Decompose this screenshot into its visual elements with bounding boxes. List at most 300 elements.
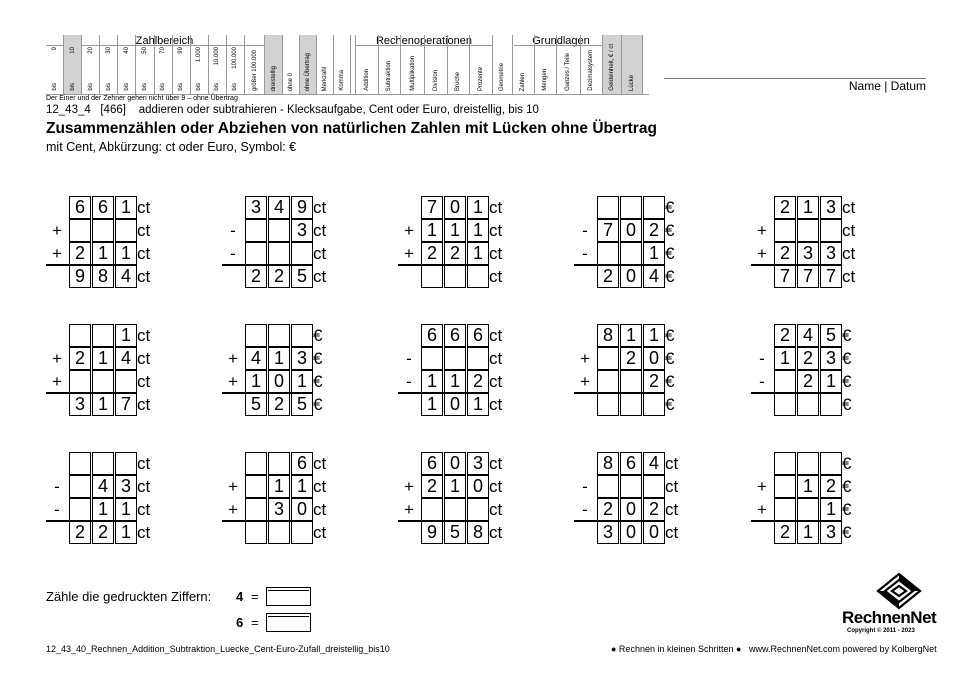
category-label: bis bbox=[178, 83, 185, 91]
problem-card bbox=[751, 196, 891, 288]
digit-gap-box[interactable] bbox=[467, 347, 489, 370]
unit-label: € bbox=[665, 349, 675, 368]
count-answer-box[interactable] bbox=[266, 613, 311, 632]
category-column-zahlbereich bbox=[209, 35, 227, 94]
operator-sign: + bbox=[228, 349, 238, 368]
digit-gap-box[interactable] bbox=[597, 475, 619, 498]
operator-sign: - bbox=[759, 372, 765, 391]
digit-box: 7 bbox=[774, 265, 796, 288]
digit-gap-box[interactable] bbox=[643, 475, 665, 498]
operand-row bbox=[398, 475, 538, 498]
problem-card bbox=[398, 452, 538, 544]
digit-box: 1 bbox=[444, 475, 466, 498]
problem-card bbox=[398, 196, 538, 288]
sum-line bbox=[46, 264, 137, 266]
unit-label: ct bbox=[665, 500, 679, 519]
digit-box: 1 bbox=[421, 393, 443, 416]
digit-gap-box[interactable] bbox=[820, 219, 842, 242]
digit-box: 7 bbox=[597, 219, 619, 242]
digit-box: 2 bbox=[643, 219, 665, 242]
digit-box: 2 bbox=[467, 370, 489, 393]
unit-label: € bbox=[313, 326, 323, 345]
operator-sign: + bbox=[404, 221, 414, 240]
category-column-zahlbereich bbox=[155, 35, 173, 94]
count-digit: 6 bbox=[236, 615, 244, 630]
operand-row bbox=[222, 475, 362, 498]
digit-box: 1 bbox=[115, 196, 137, 219]
digit-box: 2 bbox=[421, 475, 443, 498]
digit-gap-box[interactable] bbox=[92, 219, 114, 242]
sum-line bbox=[398, 392, 489, 394]
operator-sign bbox=[222, 196, 244, 219]
group-title-rechenoperationen: Rechenoperationen bbox=[375, 35, 473, 47]
unit-label: ct bbox=[313, 267, 327, 286]
digit-box: 2 bbox=[597, 498, 619, 521]
worksheet-id-line: 12_43_4 [466] addieren oder subtrahieren - Klecksaufgabe, Cent oder Euro, dreistellig, bis 10 bbox=[46, 104, 539, 116]
digit-gap-box[interactable] bbox=[421, 347, 443, 370]
digit-gap-box[interactable] bbox=[92, 452, 114, 475]
digit-box: 1 bbox=[115, 324, 137, 347]
category-column-extra bbox=[603, 35, 622, 94]
digit-gap-box[interactable] bbox=[444, 347, 466, 370]
operator-sign: + bbox=[228, 372, 238, 391]
unit-label: ct bbox=[137, 477, 151, 496]
sum-line bbox=[222, 392, 313, 394]
problem-card bbox=[751, 324, 891, 416]
unit-label: € bbox=[842, 349, 852, 368]
digit-box: 1 bbox=[820, 370, 842, 393]
operand-row bbox=[574, 498, 714, 521]
digit-gap-box[interactable] bbox=[597, 196, 619, 219]
operator-sign: + bbox=[52, 221, 62, 240]
category-label: Ganzes / Teile bbox=[565, 53, 572, 91]
digit-box: 0 bbox=[643, 347, 665, 370]
category-value: 50 bbox=[142, 47, 149, 54]
digit-box: 1 bbox=[421, 219, 443, 242]
digit-box: 4 bbox=[643, 452, 665, 475]
sum-line bbox=[46, 520, 137, 522]
unit-label: ct bbox=[665, 477, 679, 496]
digit-box: 4 bbox=[797, 324, 819, 347]
group-title-grundlagen: Grundlagen bbox=[532, 35, 590, 47]
category-label: Dezimalsystem bbox=[588, 50, 595, 91]
category-column-zahlbereich bbox=[100, 35, 118, 94]
operator-sign: + bbox=[404, 500, 414, 519]
operand-row bbox=[751, 370, 891, 393]
digit-gap-box[interactable] bbox=[597, 347, 619, 370]
operand-row bbox=[222, 452, 362, 475]
problem-card bbox=[46, 452, 186, 544]
operand-row bbox=[398, 219, 538, 242]
category-label: bis bbox=[160, 83, 167, 91]
digit-box: 5 bbox=[820, 324, 842, 347]
digit-gap-box[interactable] bbox=[115, 219, 137, 242]
unit-label: ct bbox=[137, 267, 151, 286]
unit-label: € bbox=[313, 349, 323, 368]
operator-sign bbox=[222, 521, 244, 544]
unit-label: ct bbox=[489, 372, 503, 391]
operand-row bbox=[222, 242, 362, 265]
digit-gap-box[interactable] bbox=[620, 475, 642, 498]
unit-label: € bbox=[313, 372, 323, 391]
digit-box: 2 bbox=[268, 393, 290, 416]
digit-box: 0 bbox=[620, 219, 642, 242]
category-value: 100.000 bbox=[232, 47, 239, 69]
digit-box: 1 bbox=[467, 393, 489, 416]
operator-sign bbox=[398, 196, 420, 219]
unit-label: ct bbox=[665, 523, 679, 542]
category-column-rechen bbox=[425, 35, 448, 94]
digit-box: 6 bbox=[421, 452, 443, 475]
digit-box: 0 bbox=[291, 498, 313, 521]
digit-box: 2 bbox=[643, 498, 665, 521]
problem-card bbox=[222, 196, 362, 288]
digit-gap-box[interactable] bbox=[620, 393, 642, 416]
digit-box: 6 bbox=[467, 324, 489, 347]
digit-box: 2 bbox=[421, 242, 443, 265]
result-row bbox=[222, 521, 362, 544]
digit-box: 2 bbox=[797, 370, 819, 393]
digit-gap-box[interactable] bbox=[774, 393, 796, 416]
problem-card bbox=[574, 324, 714, 416]
operator-sign bbox=[574, 521, 596, 544]
unit-label: ct bbox=[137, 326, 151, 345]
digit-box: 3 bbox=[820, 242, 842, 265]
category-value: 70 bbox=[160, 47, 167, 54]
operand-row bbox=[751, 347, 891, 370]
operand-row bbox=[222, 498, 362, 521]
digit-box: 3 bbox=[797, 242, 819, 265]
category-column-zahlbereich bbox=[64, 35, 82, 94]
digit-gap-box[interactable] bbox=[421, 498, 443, 521]
digit-gap-box[interactable] bbox=[597, 242, 619, 265]
digit-gap-box[interactable] bbox=[69, 475, 91, 498]
problem-card bbox=[574, 452, 714, 544]
digit-gap-box[interactable] bbox=[797, 498, 819, 521]
digit-gap-box[interactable] bbox=[245, 219, 267, 242]
digit-gap-box[interactable] bbox=[467, 498, 489, 521]
unit-label: € bbox=[842, 372, 852, 391]
category-column-zahlbereich bbox=[245, 35, 265, 94]
digit-gap-box[interactable] bbox=[444, 498, 466, 521]
operator-sign bbox=[222, 452, 244, 475]
operator-sign: + bbox=[52, 349, 62, 368]
digit-gap-box[interactable] bbox=[797, 219, 819, 242]
digit-gap-box[interactable] bbox=[597, 370, 619, 393]
digit-gap-box[interactable] bbox=[245, 242, 267, 265]
digit-box: 6 bbox=[620, 452, 642, 475]
operand-row bbox=[574, 219, 714, 242]
operator-sign bbox=[398, 521, 420, 544]
digit-gap-box[interactable] bbox=[245, 452, 267, 475]
unit-label: € bbox=[665, 395, 675, 414]
group-title-zahlbereich: Zahlbereich bbox=[135, 35, 194, 47]
digit-box: 3 bbox=[245, 196, 267, 219]
operator-sign bbox=[222, 393, 244, 416]
rechnennet-logo-icon bbox=[876, 572, 922, 610]
result-row bbox=[574, 265, 714, 288]
digit-gap-box[interactable] bbox=[774, 370, 796, 393]
operand-row bbox=[46, 498, 186, 521]
unit-label: ct bbox=[137, 395, 151, 414]
unit-label: € bbox=[842, 523, 852, 542]
operand-row bbox=[751, 475, 891, 498]
digit-gap-box[interactable] bbox=[797, 452, 819, 475]
category-label: Subtraktion bbox=[386, 60, 393, 91]
category-column-geometrie bbox=[493, 35, 513, 94]
result-row bbox=[46, 393, 186, 416]
operator-sign bbox=[751, 324, 773, 347]
digit-box: 3 bbox=[115, 475, 137, 498]
unit-label: ct bbox=[137, 349, 151, 368]
digit-box: 0 bbox=[444, 452, 466, 475]
digit-box: 3 bbox=[820, 521, 842, 544]
digit-gap-box[interactable] bbox=[291, 324, 313, 347]
operator-sign: + bbox=[580, 372, 590, 391]
category-column-rechen bbox=[470, 35, 493, 94]
category-label: Lücke bbox=[628, 74, 635, 91]
digit-box: 5 bbox=[291, 265, 313, 288]
digit-gap-box[interactable] bbox=[69, 498, 91, 521]
digit-box: 1 bbox=[797, 475, 819, 498]
sum-line bbox=[574, 264, 665, 266]
digit-box: 6 bbox=[92, 196, 114, 219]
operator-sign bbox=[751, 521, 773, 544]
digit-gap-box[interactable] bbox=[268, 219, 290, 242]
operator-sign bbox=[574, 265, 596, 288]
digit-gap-box[interactable] bbox=[115, 370, 137, 393]
name-date-label: Name | Datum bbox=[848, 79, 926, 93]
operand-row bbox=[398, 196, 538, 219]
digit-box: 8 bbox=[597, 452, 619, 475]
digit-box: 1 bbox=[797, 196, 819, 219]
result-row bbox=[574, 393, 714, 416]
digit-box: 2 bbox=[92, 521, 114, 544]
digit-box: 1 bbox=[643, 324, 665, 347]
category-table bbox=[46, 35, 643, 94]
digit-gap-box[interactable] bbox=[620, 196, 642, 219]
digit-box: 4 bbox=[245, 347, 267, 370]
sum-line bbox=[751, 520, 842, 522]
category-column-rechen bbox=[401, 35, 425, 94]
digit-box: 2 bbox=[268, 265, 290, 288]
digit-gap-box[interactable] bbox=[774, 452, 796, 475]
category-label: bis bbox=[123, 83, 130, 91]
operator-sign: - bbox=[54, 477, 60, 496]
digit-gap-box[interactable] bbox=[643, 196, 665, 219]
operator-sign bbox=[398, 393, 420, 416]
count-equals: = bbox=[251, 589, 259, 604]
worksheet-title: Zusammenzählen oder Abziehen von natürlichen Zahlen mit Lücken ohne Übertrag bbox=[46, 120, 657, 137]
operator-sign: - bbox=[582, 477, 588, 496]
operator-sign bbox=[46, 521, 68, 544]
digit-box: 2 bbox=[774, 521, 796, 544]
category-column-zahlbereich bbox=[191, 35, 209, 94]
digit-gap-box[interactable] bbox=[467, 265, 489, 288]
category-column-misc bbox=[317, 35, 334, 94]
unit-label: € bbox=[842, 326, 852, 345]
category-value: 10.000 bbox=[214, 47, 221, 66]
unit-label: ct bbox=[137, 198, 151, 217]
unit-label: ct bbox=[489, 326, 503, 345]
digit-gap-box[interactable] bbox=[69, 452, 91, 475]
digit-gap-box[interactable] bbox=[268, 452, 290, 475]
category-label: bis bbox=[142, 83, 149, 91]
sum-line bbox=[46, 392, 137, 394]
operand-row bbox=[398, 370, 538, 393]
operator-sign: + bbox=[757, 477, 767, 496]
digit-box: 7 bbox=[820, 265, 842, 288]
operator-sign bbox=[222, 324, 244, 347]
operator-sign: - bbox=[406, 372, 412, 391]
operator-sign bbox=[46, 393, 68, 416]
digit-gap-box[interactable] bbox=[69, 370, 91, 393]
operand-row bbox=[574, 475, 714, 498]
problem-card bbox=[46, 324, 186, 416]
unit-label: ct bbox=[842, 198, 856, 217]
digit-gap-box[interactable] bbox=[92, 324, 114, 347]
digit-box: 1 bbox=[643, 242, 665, 265]
category-value: 40 bbox=[123, 47, 130, 54]
category-column-zahlbereich bbox=[82, 35, 100, 94]
result-row bbox=[574, 521, 714, 544]
category-value: 1.000 bbox=[196, 47, 203, 63]
digit-box: 1 bbox=[421, 370, 443, 393]
category-column-rechen bbox=[356, 35, 379, 94]
sum-line bbox=[398, 264, 489, 266]
category-label: größer 100.000 bbox=[251, 49, 258, 91]
digit-gap-box[interactable] bbox=[774, 498, 796, 521]
digit-box: 0 bbox=[620, 521, 642, 544]
operator-sign bbox=[751, 452, 773, 475]
operand-row bbox=[751, 498, 891, 521]
digit-gap-box[interactable] bbox=[444, 265, 466, 288]
category-label: ohne Übertrag bbox=[305, 52, 312, 91]
operator-sign: - bbox=[406, 349, 412, 368]
category-value: 20 bbox=[87, 47, 94, 54]
operator-sign: + bbox=[404, 244, 414, 263]
category-label: Merkzahl bbox=[322, 66, 329, 91]
unit-label: ct bbox=[489, 221, 503, 240]
digit-gap-box[interactable] bbox=[69, 219, 91, 242]
unit-label: ct bbox=[489, 454, 503, 473]
category-column-misc bbox=[334, 35, 351, 94]
count-answer-box[interactable] bbox=[266, 587, 311, 606]
unit-label: ct bbox=[489, 267, 503, 286]
digit-box: 5 bbox=[245, 393, 267, 416]
operand-row bbox=[46, 196, 186, 219]
operand-row bbox=[222, 196, 362, 219]
operator-sign bbox=[751, 393, 773, 416]
category-label: Geometrie bbox=[499, 62, 506, 91]
category-column-grundlagen bbox=[557, 35, 581, 94]
digit-gap-box[interactable] bbox=[820, 393, 842, 416]
digit-box: 0 bbox=[467, 475, 489, 498]
digit-gap-box[interactable] bbox=[268, 324, 290, 347]
category-label: ohne 0 bbox=[288, 72, 295, 91]
digit-box: 2 bbox=[643, 370, 665, 393]
digit-gap-box[interactable] bbox=[820, 452, 842, 475]
category-value: 10 bbox=[69, 47, 76, 54]
digit-gap-box[interactable] bbox=[69, 324, 91, 347]
digit-box: 1 bbox=[444, 370, 466, 393]
unit-label: ct bbox=[313, 221, 327, 240]
result-row bbox=[222, 265, 362, 288]
digit-gap-box[interactable] bbox=[268, 521, 290, 544]
operand-row bbox=[398, 347, 538, 370]
category-label: bis bbox=[214, 83, 221, 91]
digit-gap-box[interactable] bbox=[92, 370, 114, 393]
unit-label: ct bbox=[842, 244, 856, 263]
digit-gap-box[interactable] bbox=[597, 393, 619, 416]
unit-label: ct bbox=[137, 244, 151, 263]
digit-gap-box[interactable] bbox=[774, 219, 796, 242]
digit-box: 9 bbox=[421, 521, 443, 544]
digit-gap-box[interactable] bbox=[620, 242, 642, 265]
digit-gap-box[interactable] bbox=[115, 452, 137, 475]
operand-row bbox=[574, 452, 714, 475]
digit-box: 2 bbox=[774, 196, 796, 219]
unit-label: € bbox=[842, 477, 852, 496]
category-column-zahlbereich bbox=[136, 35, 154, 94]
digit-box: 0 bbox=[444, 393, 466, 416]
unit-label: € bbox=[665, 326, 675, 345]
digit-gap-box[interactable] bbox=[268, 242, 290, 265]
digit-box: 3 bbox=[69, 393, 91, 416]
unit-label: € bbox=[665, 244, 675, 263]
digit-box: 1 bbox=[467, 219, 489, 242]
digit-gap-box[interactable] bbox=[291, 521, 313, 544]
digit-gap-box[interactable] bbox=[245, 475, 267, 498]
category-column-misc bbox=[265, 35, 283, 94]
digit-gap-box[interactable] bbox=[797, 393, 819, 416]
sum-line bbox=[574, 392, 665, 394]
operand-row bbox=[574, 242, 714, 265]
digit-box: 6 bbox=[69, 196, 91, 219]
digit-box: 1 bbox=[92, 498, 114, 521]
operand-row bbox=[222, 324, 362, 347]
digit-box: 1 bbox=[115, 242, 137, 265]
digit-box: 5 bbox=[291, 393, 313, 416]
digit-gap-box[interactable] bbox=[291, 242, 313, 265]
unit-label: € bbox=[665, 372, 675, 391]
operator-sign bbox=[574, 452, 596, 475]
digit-gap-box[interactable] bbox=[643, 393, 665, 416]
digit-gap-box[interactable] bbox=[245, 521, 267, 544]
digit-gap-box[interactable] bbox=[421, 265, 443, 288]
footer-slogan: ● Rechnen in kleinen Schritten ● bbox=[611, 644, 742, 654]
operand-row bbox=[222, 347, 362, 370]
unit-label: ct bbox=[137, 523, 151, 542]
problem-card bbox=[222, 324, 362, 416]
unit-label: ct bbox=[489, 523, 503, 542]
digit-box: 3 bbox=[291, 347, 313, 370]
digit-box: 2 bbox=[69, 521, 91, 544]
category-column-extra bbox=[622, 35, 643, 94]
footer-website-link[interactable]: www.RechnenNet.com powered by KolbergNet bbox=[749, 644, 937, 654]
unit-label: ct bbox=[313, 477, 327, 496]
category-label: Zahlen bbox=[520, 72, 527, 91]
digit-box: 9 bbox=[291, 196, 313, 219]
operand-row bbox=[46, 452, 186, 475]
category-label: bis bbox=[105, 83, 112, 91]
digit-box: 1 bbox=[92, 393, 114, 416]
digit-gap-box[interactable] bbox=[245, 498, 267, 521]
digit-box: 3 bbox=[597, 521, 619, 544]
digit-gap-box[interactable] bbox=[245, 324, 267, 347]
digit-gap-box[interactable] bbox=[620, 370, 642, 393]
digit-gap-box[interactable] bbox=[774, 475, 796, 498]
